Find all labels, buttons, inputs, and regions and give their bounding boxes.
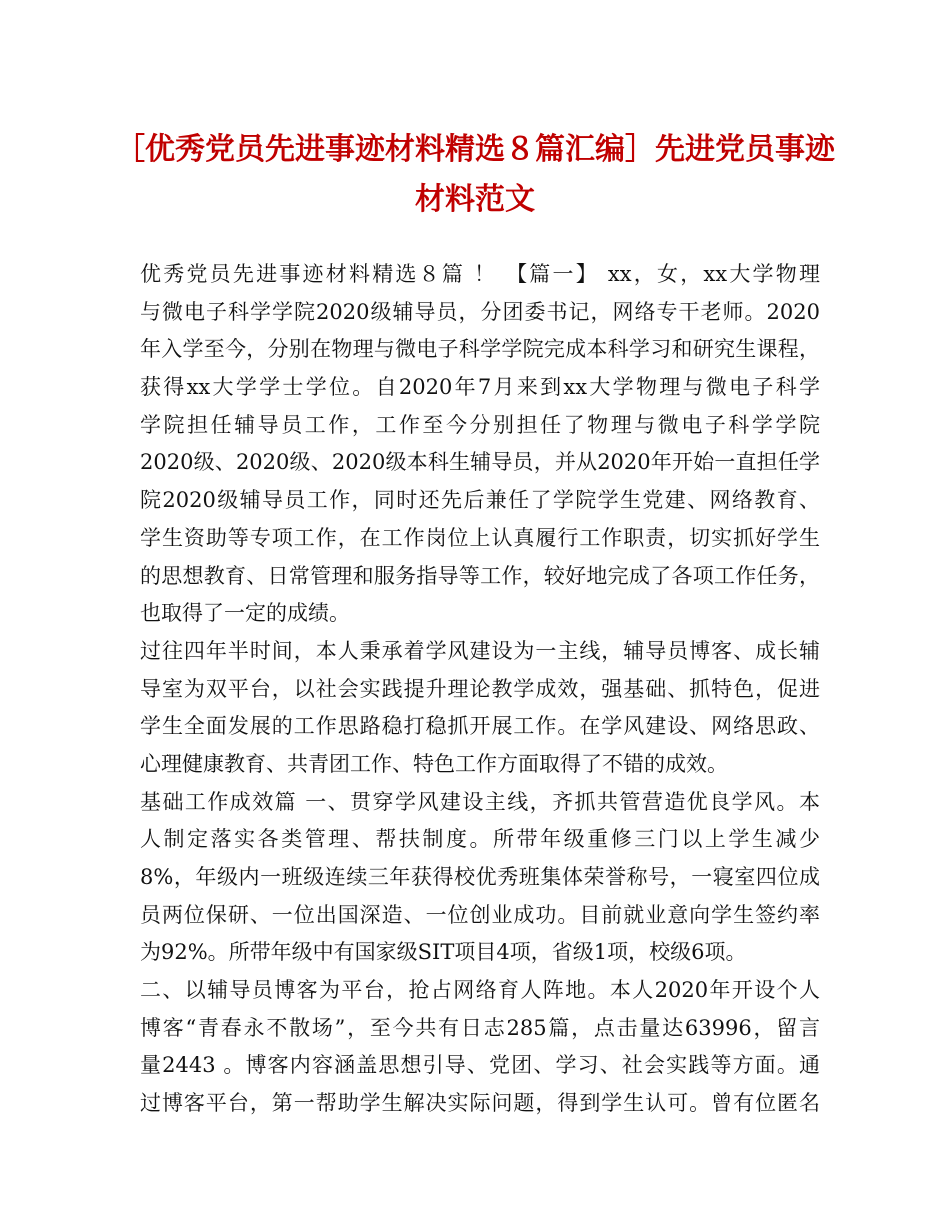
paragraph-line: 过博客平台，第一帮助学生解决实际问题，得到学生认可。曾有位匿名 [140,1091,820,1116]
paragraph [140,784,820,972]
paragraph-line: 院2020级辅导员工作，同时还先后兼任了学院学生党建、网络教育、 [140,488,820,513]
paragraph-line: 的思想教育、日常管理和服务指导等工作，较好地完成了各项工作任务， [140,563,820,588]
paragraph-line: 2020级、2020级、2020级本科生辅导员，并从2020年开始一直担任学 [140,450,820,475]
paragraph-line: 学生资助等专项工作，在工作岗位上认真履行工作职责，切实抓好学生 [140,525,820,550]
paragraph-line: 过往四年半时间，本人秉承着学风建设为一主线，辅导员博客、成长辅 [140,638,820,663]
document-body [140,256,820,1123]
paragraph-line: 员两位保研、一位出国深造、一位创业成功。目前就业意向学生签约率 [140,902,820,927]
paragraph-line: 心理健康教育、共青团工作、特色工作方面取得了不错的成效。 [140,751,728,776]
paragraph-line: 获得xx大学学士学位。自2020年7月来到xx大学物理与微电子科学 [140,375,820,400]
paragraph-line: 人制定落实各类管理、帮扶制度。所带年级重修三门以上学生减少 [140,827,820,852]
paragraph-line: 学院担任辅导员工作，工作至今分别担任了物理与微电子科学学院 [140,412,820,437]
paragraph-line: 量2443 。博客内容涵盖思想引导、党团、学习、社会实践等方面。通 [140,1053,820,1078]
document-title-line-2: 材料范文 [415,182,535,217]
paragraph-line: 与微电子科学学院2020级辅导员，分团委书记，网络专干老师。2020 [140,299,820,324]
document-title-line-1: ［优秀党员先进事迹材料精选８篇汇编］先进党员事迹 [115,132,835,167]
paragraph-line: 年入学至今，分别在物理与微电子科学学院完成本科学习和研究生课程， [140,337,820,362]
paragraph [140,972,820,1123]
paragraph-line: 8%，年级内一班级连续三年获得校优秀班集体荣誉称号，一寝室四位成 [140,865,820,889]
paragraph-line: 二、以辅导员博客为平台，抢占网络育人阵地。本人2020年开设个人 [140,978,820,1003]
paragraph [140,633,820,784]
paragraph-line: 博客“青春永不散场”，至今共有日志285篇，点击量达63996，留言 [140,1015,820,1040]
paragraph-line: 为92%。所带年级中有国家级SIT项目4项，省级1项，校级6项。 [140,940,747,965]
paragraph-line: 优秀党员先进事迹材料精选８篇 ！ 【篇一】 xx，女，xx大学物理 [140,262,820,286]
paragraph-line: 也取得了一定的成绩。 [140,601,350,626]
paragraph-line: 基础工作成效篇 一、贯穿学风建设主线，齐抓共管营造优良学风。本 [140,789,820,814]
paragraph-line: 学生全面发展的工作思路稳打稳抓开展工作。在学风建设、网络思政、 [140,714,820,739]
paragraph-line: 导室为双平台，以社会实践提升理论教学成效，强基础、抓特色，促进 [140,676,820,701]
paragraph [140,256,820,633]
